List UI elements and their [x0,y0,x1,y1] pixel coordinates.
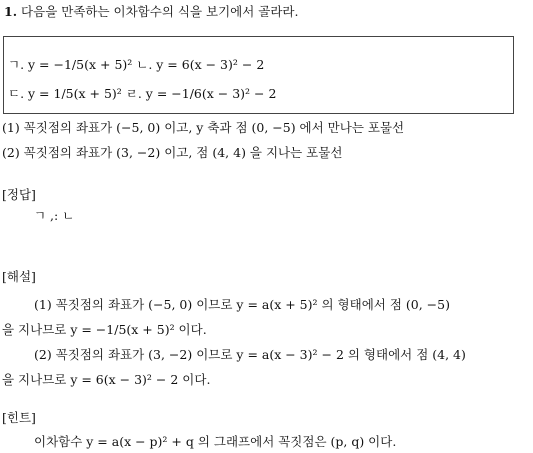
explanation-heading: [해설] [2,269,36,284]
problem-question: 다음을 만족하는 이차함수의 식을 보기에서 골라라. [21,4,299,19]
problem-header [4,2,298,20]
problem-number: 1. [4,4,18,19]
explanation-line-4: 을 지나므로 y = 6(x − 3)² − 2 이다. [2,372,211,387]
explanation-line-3: (2) 꼭짓점의 좌표가 (3, −2) 이므로 y = a(x − 3)² − 2 의 형태에서 점 (4, 4) [34,347,466,362]
answer-heading: [정답] [2,187,36,202]
options-row-2: ㄷ. y = 1/5(x + 5)² ㄹ. y = −1/6(x − 3)² − 2 [8,86,277,101]
options-box [3,36,514,114]
condition-2: (2) 꼭짓점의 좌표가 (3, −2) 이고, 점 (4, 4) 을 지나는 포물선 [2,145,343,160]
answer-text: ㄱ ,: ㄴ [34,208,75,223]
hint-heading: [힌트] [2,410,36,425]
hint-text: 이차함수 y = a(x − p)² + q 의 그래프에서 꼭짓점은 (p, q) 이다. [34,434,397,449]
condition-1: (1) 꼭짓점의 좌표가 (−5, 0) 이고, y 축과 점 (0, −5) 에서 만나는 포물선 [2,120,405,135]
explanation-line-2: 을 지나므로 y = −1/5(x + 5)² 이다. [2,322,207,337]
explanation-line-1: (1) 꼭짓점의 좌표가 (−5, 0) 이므로 y = a(x + 5)² 의 형태에서 점 (0, −5) [34,297,450,312]
options-row-1: ㄱ. y = −1/5(x + 5)² ㄴ. y = 6(x − 3)² − 2 [8,57,265,72]
